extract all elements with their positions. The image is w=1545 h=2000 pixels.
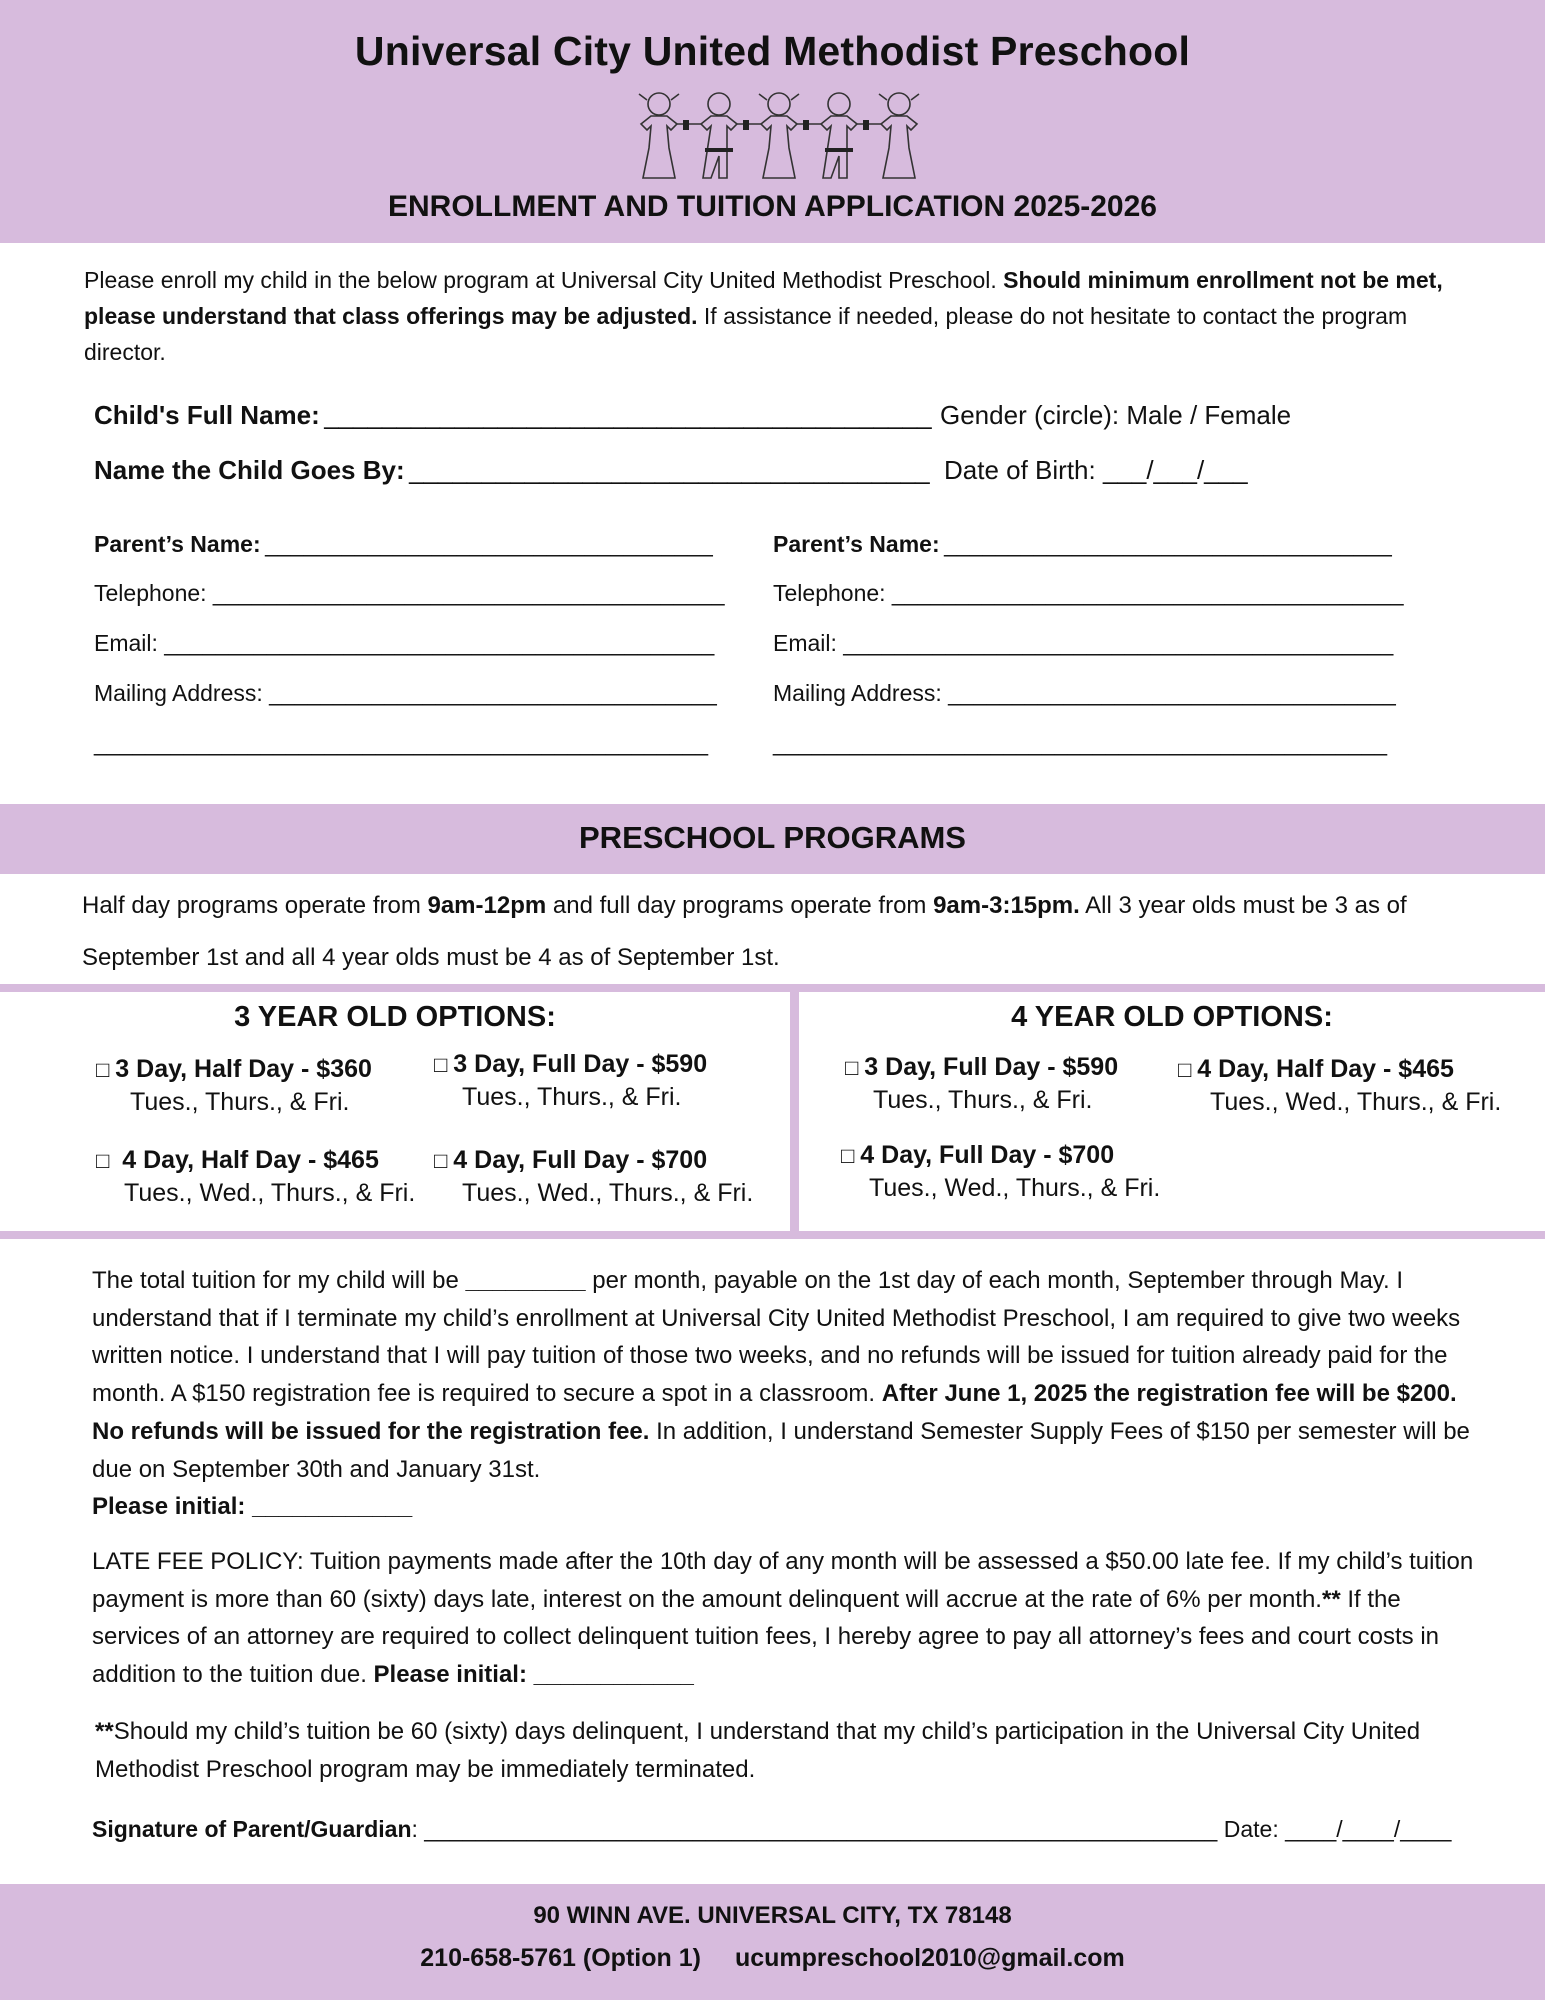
option-title: 4 Day, Half Day - $465 — [115, 1146, 379, 1174]
options-bottom-divider — [0, 1231, 1545, 1239]
parent-right-address-field[interactable]: Mailing Address: ___________________________________ — [773, 680, 1396, 706]
footer-band — [0, 1884, 1545, 2000]
half-day-hours: 9am-12pm — [427, 892, 547, 919]
option-3yr-3day-full[interactable] — [434, 1050, 707, 1112]
option-title: 4 Day, Half Day - $465 — [1197, 1055, 1454, 1083]
options-top-divider — [0, 984, 1545, 992]
signature-line[interactable]: : ______________________________________________________________ Date: ____/____/____ — [411, 1816, 1452, 1842]
header-band — [0, 0, 1545, 243]
option-days: Tues., Thurs., & Fri. — [130, 1088, 350, 1116]
child-goes-by-line[interactable]: ____________________________________ — [409, 455, 930, 485]
tuition-text: In addition, I understand Semester Supply Fees of $150 per semester will be due on September 30th and January 31st. — [92, 1417, 1470, 1483]
option-days: Tues., Wed., Thurs., & Fri. — [124, 1179, 416, 1207]
signature-label: Signature of Parent/Guardian — [92, 1816, 412, 1842]
programs-intro-text: and full day programs operate from — [546, 892, 934, 919]
options-center-divider — [790, 990, 799, 1232]
parent-name-line[interactable]: ___________________________________ — [944, 531, 1392, 557]
checkbox[interactable]: □ — [96, 1057, 110, 1082]
full-day-hours: 9am-3:15pm. — [933, 892, 1080, 919]
date-of-birth-field[interactable]: Date of Birth: ___/___/___ — [944, 455, 1248, 485]
delinquency-text: Should my child’s tuition be 60 (sixty) days delinquent, I understand that my child’s participation in the Universal City United Methodist Preschool program may be immediately terminated. — [95, 1718, 1421, 1783]
programs-intro-text: All 3 year olds must be 3 as of September 1st and all 4 year olds must be 4 as of September 1st. — [82, 892, 1407, 971]
child-full-name-line[interactable]: __________________________________________ — [324, 400, 932, 430]
intro-bold-text: Should minimum enrollment not be met, please understand that class offerings may be adjusted. — [84, 267, 1443, 329]
checkbox[interactable]: □ — [1178, 1057, 1192, 1082]
child-full-name-label: Child's Full Name: — [94, 400, 320, 430]
footer-email[interactable]: ucumpreschool2010@gmail.com — [734, 1944, 1125, 1972]
option-4yr-4day-full[interactable] — [841, 1141, 1160, 1203]
parent-name-label: Parent’s Name: — [94, 531, 261, 557]
parent-left-address-field[interactable]: Mailing Address: ___________________________________ — [94, 680, 717, 706]
school-name: Universal City United Methodist Preschool — [354, 28, 1191, 74]
registration-fee-notice: After June 1, 2025 the registration fee will be $200. No refunds will be issued for the registration fee. — [92, 1380, 1457, 1445]
option-title: 4 Day, Full Day - $700 — [860, 1141, 1115, 1169]
footer-contact — [0, 1944, 1545, 1973]
late-fee-paragraph — [92, 1543, 1492, 1694]
delinquency-note — [95, 1713, 1465, 1788]
checkbox[interactable]: □ — [434, 1052, 448, 1077]
late-fee-initial-field[interactable]: Please initial: ____________ — [373, 1661, 694, 1689]
parent-right-telephone-field[interactable]: Telephone: ________________________________________ — [773, 580, 1404, 606]
tuition-text: The total tuition for my child will be — [92, 1267, 466, 1294]
option-3yr-4day-half[interactable] — [96, 1146, 415, 1208]
option-days: Tues., Thurs., & Fri. — [462, 1083, 682, 1111]
option-4yr-3day-full[interactable] — [845, 1053, 1118, 1115]
option-title: 3 Day, Full Day - $590 — [453, 1050, 708, 1078]
footnote-marker: ** — [95, 1718, 114, 1745]
parent-left-email-field[interactable]: Email: ___________________________________________ — [94, 630, 715, 656]
signature-field[interactable] — [92, 1816, 1512, 1843]
footnote-marker: ** — [1321, 1585, 1341, 1613]
tuition-initial-field[interactable]: Please initial: ____________ — [92, 1493, 413, 1521]
programs-intro-text: Half day programs operate from — [82, 892, 428, 919]
gender-field[interactable]: Gender (circle): Male / Female — [940, 400, 1292, 430]
option-title: 3 Day, Full Day - $590 — [864, 1053, 1119, 1081]
option-3yr-3day-half[interactable] — [96, 1055, 372, 1117]
parent-name-line[interactable]: ___________________________________ — [265, 531, 713, 557]
option-title: 4 Day, Full Day - $700 — [453, 1146, 708, 1174]
late-fee-text: If the services of an attorney are required to collect delinquent tuition fees, I hereby agree to pay all attorney’s fees and court costs in addition to the tuition due. — [92, 1585, 1439, 1689]
programs-title: PRESCHOOL PROGRAMS — [579, 820, 966, 855]
checkbox[interactable]: □ — [96, 1148, 110, 1173]
four-year-options-heading: 4 YEAR OLD OPTIONS: — [1011, 1001, 1333, 1033]
child-goes-by-label: Name the Child Goes By: — [94, 455, 405, 485]
programs-intro — [82, 880, 1502, 984]
child-full-name-field[interactable] — [94, 400, 932, 431]
parent-left-name-field[interactable] — [94, 531, 713, 558]
programs-band — [0, 804, 1545, 874]
checkbox[interactable]: □ — [434, 1148, 448, 1173]
late-fee-text: LATE FEE POLICY: Tuition payments made after the 10th day of any month will be assessed a $50.00 late fee. If my child’s tuition payment is more than 60 (sixty) days late, interest on the amount delinquent will accrue at the rate of 6% per month. — [92, 1548, 1474, 1613]
checkbox[interactable]: □ — [841, 1143, 855, 1168]
application-title: ENROLLMENT AND TUITION APPLICATION 2025-2026 — [388, 190, 1157, 223]
option-title: 3 Day, Half Day - $360 — [115, 1055, 372, 1083]
option-days: Tues., Wed., Thurs., & Fri. — [462, 1179, 754, 1207]
option-days: Tues., Wed., Thurs., & Fri. — [869, 1174, 1161, 1202]
intro-paragraph — [84, 262, 1464, 370]
parent-name-label: Parent’s Name: — [773, 531, 940, 557]
tuition-amount-blank[interactable]: _________ — [465, 1267, 586, 1294]
checkbox[interactable]: □ — [845, 1055, 859, 1080]
tuition-paragraph — [92, 1262, 1492, 1526]
option-days: Tues., Wed., Thurs., & Fri. — [1210, 1088, 1502, 1116]
parent-right-email-field[interactable]: Email: ___________________________________________ — [773, 630, 1394, 656]
parent-left-address-line-2[interactable]: ________________________________________________ — [94, 730, 708, 756]
intro-text: Please enroll my child in the below program at Universal City United Methodist Preschool. — [84, 267, 1004, 293]
parent-left-telephone-field[interactable]: Telephone: ________________________________________ — [94, 580, 725, 606]
tuition-text: per month, payable on the 1st day of each month, September through May. I understand that if I terminate my child’s enrollment at Universal City United Methodist Preschool, I am required to give two weeks written notice. I understand that I will pay tuition of those two weeks, and no refunds will be issued for tuition already paid for the month. A $150 registration fee is required to secure a spot in a classroom. — [92, 1267, 1461, 1408]
option-days: Tues., Thurs., & Fri. — [873, 1086, 1093, 1114]
footer-address: 90 WINN AVE. UNIVERSAL CITY, TX 78148 — [533, 1902, 1012, 1929]
child-goes-by-field[interactable] — [94, 455, 930, 486]
parent-right-address-line-2[interactable]: ________________________________________________ — [773, 730, 1387, 756]
three-year-options-heading: 3 YEAR OLD OPTIONS: — [234, 1001, 556, 1033]
option-4yr-4day-half[interactable] — [1178, 1055, 1501, 1117]
option-3yr-4day-full[interactable] — [434, 1146, 753, 1208]
children-holding-hands-icon — [619, 86, 939, 186]
footer-phone[interactable]: 210-658-5761 (Option 1) — [420, 1944, 701, 1972]
parent-right-name-field[interactable] — [773, 531, 1392, 558]
intro-text-end: If assistance if needed, please do not hesitate to contact the program director. — [84, 303, 1408, 365]
